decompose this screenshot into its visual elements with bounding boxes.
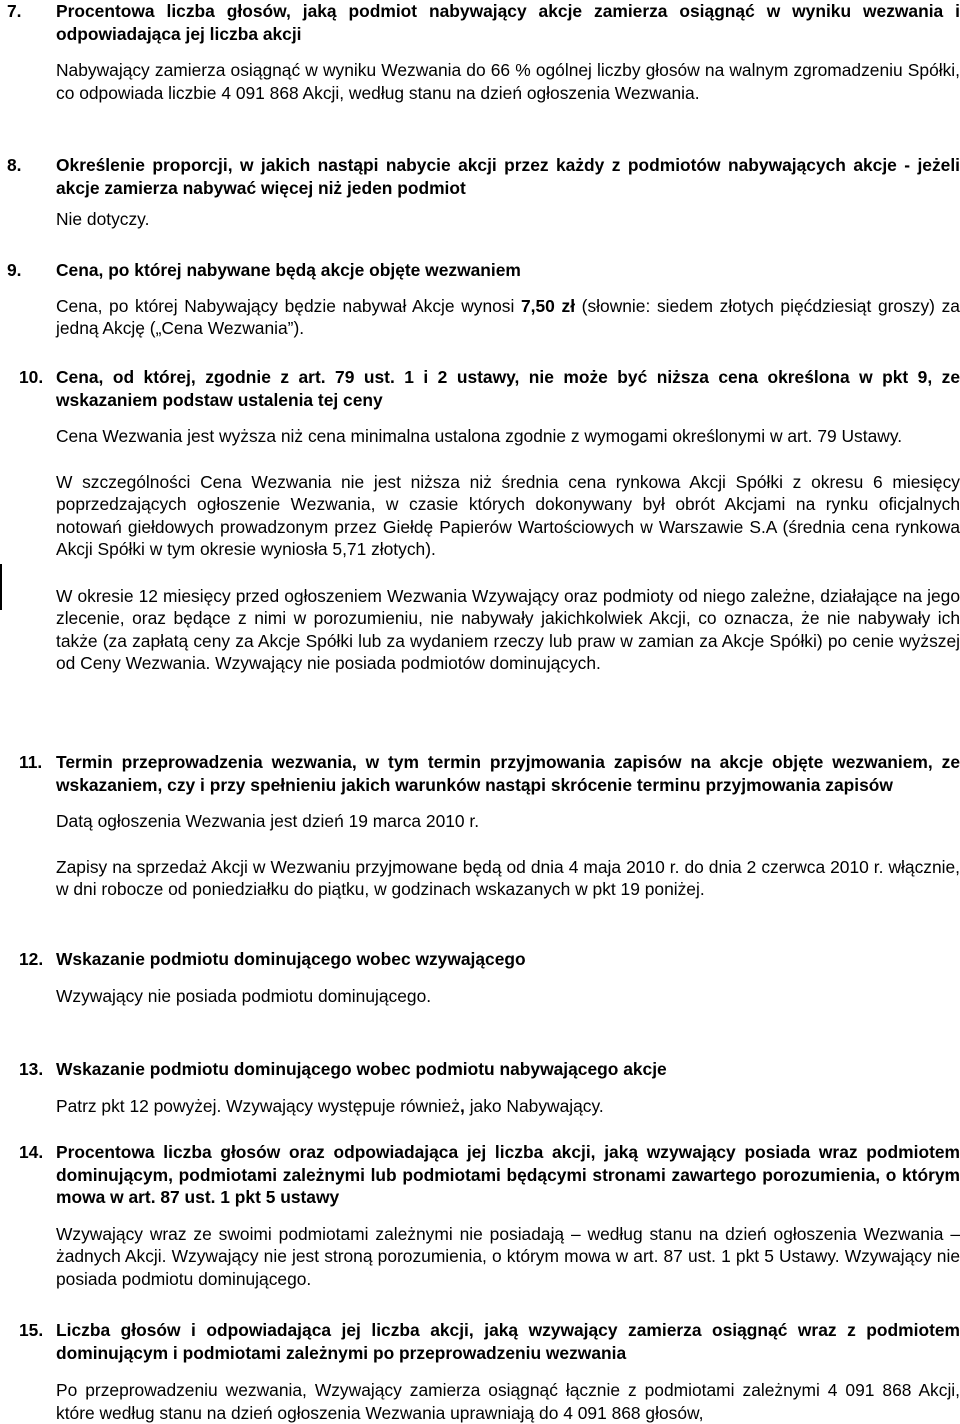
section-number: 11. (19, 752, 43, 772)
paragraph: Nabywający zamierza osiągnąć w wyniku Wezwania do 66 % ogólnej liczby głosów na walnym zgromadzeniu Spółki, co odpowiada liczbie 4 091 868 Akcji, według stanu na dzień ogłoszenia Wezwania. (56, 60, 960, 103)
heading-text: Wskazanie podmiotu dominującego wobec podmiotu nabywającego akcje (56, 1059, 667, 1079)
section-number: 9. (7, 260, 22, 280)
section-heading (0, 1058, 960, 1081)
section-15 (0, 1319, 960, 1424)
section-number: 15. (19, 1320, 44, 1340)
section-number: 13. (19, 1059, 44, 1079)
paragraph: Wzywający nie posiada podmiotu dominującego. (56, 985, 432, 1006)
paragraph (0, 1095, 960, 1118)
section-14 (0, 1141, 960, 1290)
section-heading (0, 1141, 960, 1209)
section-heading (0, 366, 960, 411)
bold-comma: , (460, 1095, 465, 1116)
paragraph: Datą ogłoszenia Wezwania jest dzień 19 marca 2010 r. (56, 811, 480, 831)
heading-text: Termin przeprowadzenia wezwania, w tym termin przyjmowania zapisów na akcje objęte wezwaniem, ze wskazaniem, czy i przy spełnieniu jakich warunków nastąpi skrócenie terminu przyjmowania zapisów (56, 752, 960, 795)
paragraph: Nie dotyczy. (56, 209, 150, 229)
section-8 (0, 154, 960, 231)
section-11 (0, 751, 960, 901)
heading-text: Procentowa liczba głosów, jaką podmiot nabywający akcje zamierza osiągnąć w wyniku wezwania i odpowiadająca jej liczba akcji (56, 1, 960, 44)
paragraph (0, 295, 960, 340)
price-value: 7,50 zł (521, 295, 576, 316)
heading-text: Cena, od której, zgodnie z art. 79 ust. 1 i 2 ustawy, nie może być niższa cena określona w pkt 9, ze wskazaniem podstaw ustalenia tej ceny (56, 367, 960, 410)
paragraph: Wzywający wraz ze swoimi podmiotami zależnymi nie posiadają – według stanu na dzień ogłoszenia Wezwania – żadnych Akcji. Wzywający nie jest stroną porozumienia, o którym mowa w art. 87 ust. 1 pkt 5 Ustawy. Wzywający nie posiada podmiotu dominującego. (56, 1223, 960, 1289)
section-13 (0, 1058, 960, 1117)
heading-text: Określenie proporcji, w jakich nastąpi nabycie akcji przez każdy z podmiotów nabywających akcje - jeżeli akcje zamierza nabywać więcej niż jeden podmiot (56, 155, 960, 198)
heading-text: Wskazanie podmiotu dominującego wobec wzywającego (56, 949, 526, 969)
section-10 (0, 366, 960, 675)
paragraph: Zapisy na sprzedaż Akcji w Wezwaniu przyjmowane będą od dnia 4 maja 2010 r. do dnia 2 czerwca 2010 r. włącznie, w dni robocze od poniedziałku do piątku, w godzinach wskazanych w pkt 19 poniżej. (56, 856, 960, 899)
section-number: 8. (7, 155, 22, 175)
section-9 (0, 259, 960, 340)
paragraph: W okresie 12 miesięcy przed ogłoszeniem Wezwania Wzywający oraz podmioty od niego zależne, działające na jego zlecenie, oraz będące z nimi w porozumieniu, nie nabywały jakichkolwiek Akcji, co oznacza, że nie nabywały ich także (za zapłatą ceny za Akcje Spółki lub za wydaniem rzeczy lub praw w zamian za Akcje Spółki) po cenie wyższej od Ceny Wezwania. Wzywający nie posiada podmiotów dominujących. (56, 585, 960, 673)
section-heading (0, 259, 960, 282)
heading-text: Procentowa liczba głosów oraz odpowiadająca jej liczba akcji, jaką wzywający posiada wraz podmiotem dominującym, podmiotami zależnymi lub podmiotami będącymi stronami zawartego porozumienia, o którym mowa w art. 87 ust. 1 pkt 5 ustawy (56, 1142, 960, 1207)
paragraph: Po przeprowadzeniu wezwania, Wzywający zamierza osiągnąć łącznie z podmiotami zależnymi 4 091 868 Akcji, które według stanu na dzień ogłoszenia Wezwania uprawniają do 4 091 868 głosów, (56, 1380, 960, 1423)
section-number: 7. (7, 1, 22, 21)
text-run: Cena, po której Nabywający będzie nabywał Akcje wynosi (56, 295, 521, 316)
section-7 (0, 0, 960, 104)
paragraph: Cena Wezwania jest wyższa niż cena minimalna ustalona zgodnie z wymogami określonymi w art. 79 Ustawy. (56, 426, 903, 446)
section-heading (0, 751, 960, 796)
section-12 (0, 948, 960, 1007)
text-run: (słownie: siedem złotych pięćdziesiąt groszy) za jedną Akcję („Cena Wezwania”). (56, 295, 960, 338)
section-number: 10. (19, 367, 44, 387)
section-heading (0, 154, 960, 199)
text-run: Patrz pkt 12 powyżej. Wzywający występuje również (56, 1095, 461, 1116)
text-run: jako Nabywający. (464, 1095, 604, 1116)
section-heading (0, 948, 960, 971)
section-heading (0, 0, 960, 45)
section-number: 14. (19, 1142, 44, 1162)
section-number: 12. (19, 949, 44, 969)
paragraph: W szczególności Cena Wezwania nie jest niższa niż średnia cena rynkowa Akcji Spółki z okresu 6 miesięcy poprzedzających ogłoszenie Wezwania, w czasie których dokonywany był obrót Akcjami na rynku oficjalnych notowań giełdowych prowadzonym przez Giełdę Papierów Wartościowych w Warszawie S.A (średnia cena rynkowa Akcji Spółki w tym okresie wyniosła 5,71 złotych). (56, 471, 960, 559)
section-heading (0, 1319, 960, 1364)
heading-text: Cena, po której nabywane będą akcje objęte wezwaniem (56, 260, 521, 280)
heading-text: Liczba głosów i odpowiadająca jej liczba akcji, jaką wzywający zamierza osiągnąć wraz z podmiotem dominującym i podmiotami zależnymi po przeprowadzeniu wezwania (56, 1320, 960, 1363)
